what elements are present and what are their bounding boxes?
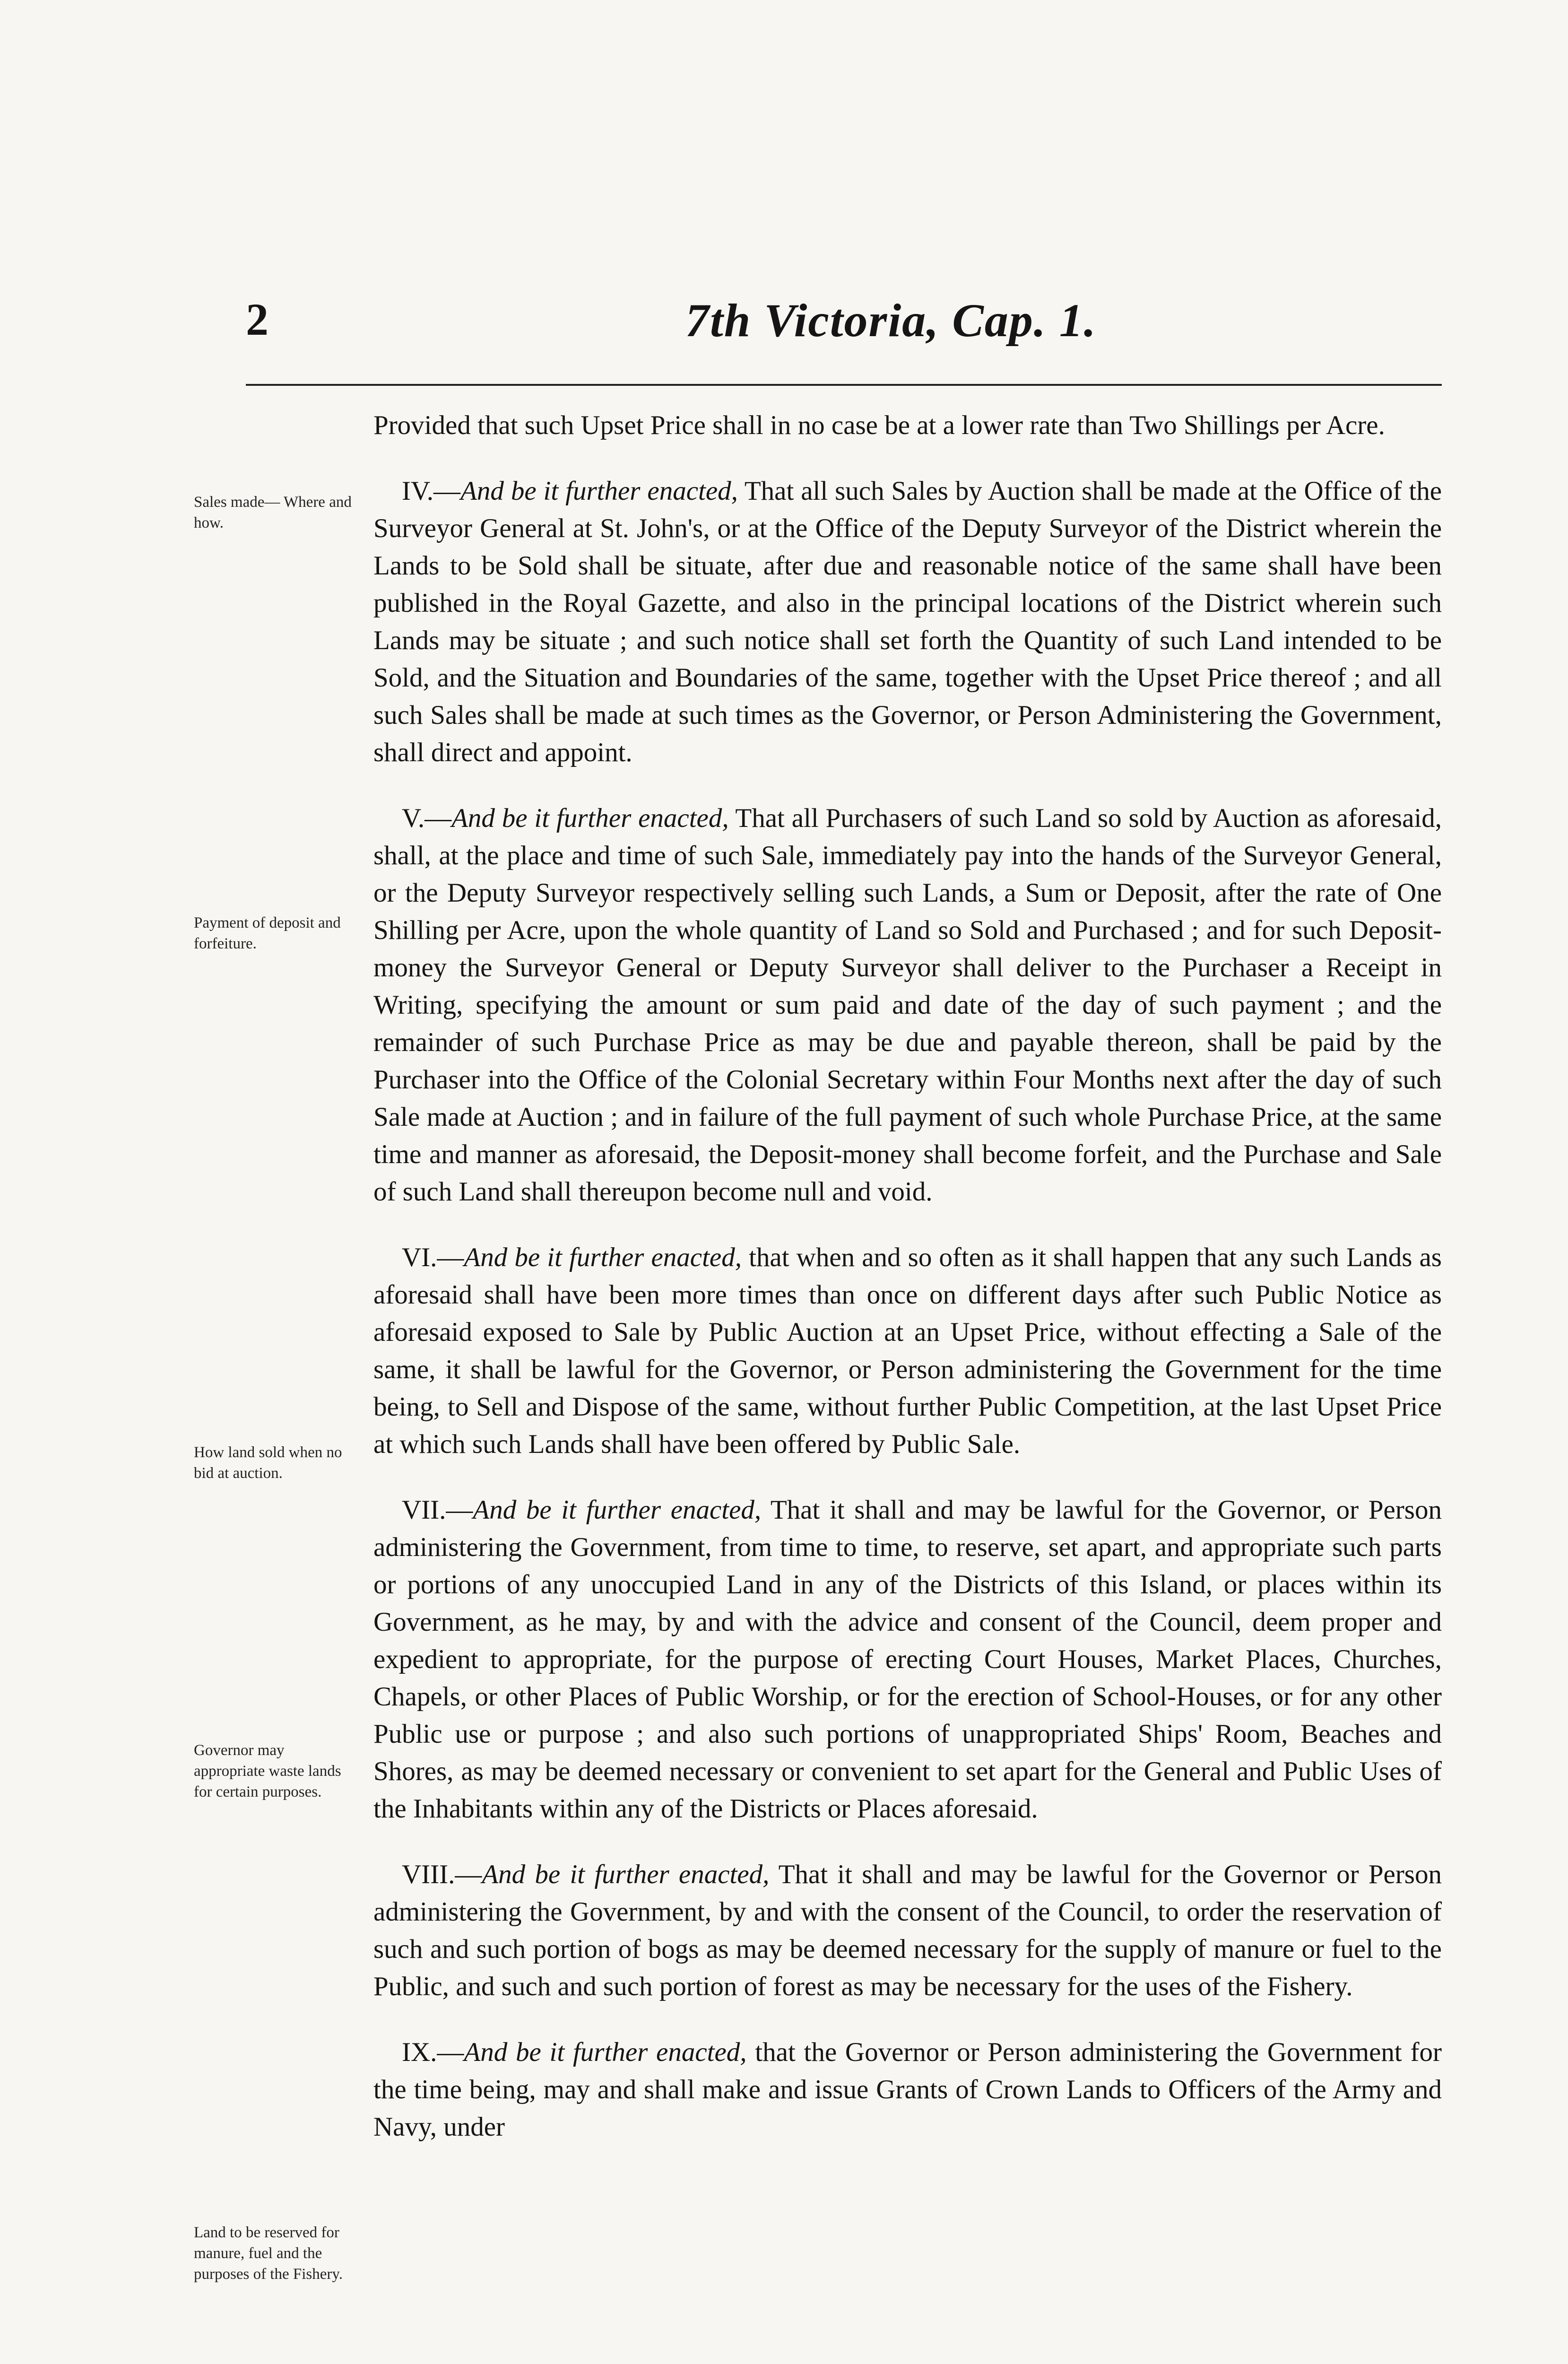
body-text (373, 407, 1442, 2146)
section-text: that the Governor or Person administering the Government for the time being, may and shall make and issue Grants of Crown Lands to Officers of the Army and Navy, under (373, 2037, 1442, 2142)
margin-note-sales: Sales made— Where and how. (194, 494, 352, 531)
enacting-clause: And be it further enacted, (464, 2037, 747, 2067)
enacting-clause: And be it further enacted, (464, 1243, 742, 1272)
section-vi (373, 1239, 1442, 1463)
enacting-clause: And be it further enacted, (473, 1495, 762, 1525)
margin-note-governor: Governor may appropriate waste lands for certain purposes. (194, 1742, 341, 1800)
section-number: IX.— (402, 2037, 464, 2067)
section-vii (373, 1491, 1442, 1827)
enacting-clause: And be it further enacted, (451, 803, 729, 833)
section-v (373, 800, 1442, 1210)
section-number: VIII.— (402, 1860, 482, 1889)
section-iv (373, 472, 1442, 771)
enacting-clause: And be it further enacted, (482, 1860, 770, 1889)
section-text: That it shall and may be lawful for the Governor, or Person administering the Government, from time to time, to reserve, set apart, and appropriate such parts or portions of any unoccupied Land in any of the Districts of this Island, or places within its Government, as he may, by and with the advice and consent of the Council, deem proper and expedient to appropriate, for the purpose of erecting Court Houses, Market Places, Churches, Chapels, or other Places of Public Worship, or for the erection of School-Houses, or for any other Public use or purpose ; and also such portions of unappropriated Ships' Room, Beaches and Shores, as may be deemed necessary or convenient to set apart for the General and Public Uses of the Inhabitants within any of the Districts or Places aforesaid. (373, 1495, 1442, 1824)
enacting-clause: And be it further enacted, (460, 476, 738, 506)
lead-paragraph: Provided that such Upset Price shall in no case be at a lower rate than Two Shillings per Acre. (373, 410, 1385, 440)
margin-note-land-sold: How land sold when no bid at auction. (194, 1444, 342, 1482)
section-text: That it shall and may be lawful for the Governor or Person administering the Government, by and with the consent of the Council, to order the reservation of such and such portion of bogs as may be deemed necessary for the supply of manure or fuel to the Public, and such and such portion of forest as may be necessary for the uses of the Fishery. (373, 1860, 1442, 2001)
section-number: VI.— (402, 1243, 464, 1272)
running-title: 7th Victoria, Cap. 1. (685, 294, 1097, 347)
section-ix (373, 2034, 1442, 2146)
section-text: that when and so often as it shall happen that any such Lands as aforesaid shall have been more times than once on different days after such Public Notice as aforesaid exposed to Sale by Public Auction at an Upset Price, without effecting a Sale of the same, it shall be lawful for the Governor, or Person administering the Government for the time being, to Sell and Dispose of the same, without further Public Competition, at the last Upset Price at which such Lands shall have been offered by Public Sale. (373, 1243, 1442, 1459)
section-number: VII.— (402, 1495, 473, 1525)
section-number: IV.— (402, 476, 461, 506)
margin-note-reservation: Land to be reserved for manure, fuel and the purposes of the Fishery. (194, 2224, 343, 2283)
header-rule (246, 384, 1442, 386)
section-viii (373, 1856, 1442, 2005)
margin-note-payment: Payment of deposit and forfeiture. (194, 914, 341, 952)
section-text: That all such Sales by Auction shall be made at the Office of the Surveyor General at St. John's, or at the Office of the Deputy Surveyor of the District wherein the Lands to be Sold shall be situate, after due and reasonable notice of the same shall have been published in the Royal Gazette, and also in the principal locations of the District wherein such Lands may be situate ; and such notice shall set forth the Quantity of such Land intended to be Sold, and the Situation and Boundaries of the same, together with the Upset Price thereof ; and all such Sales shall be made at such times as the Governor, or Person Administering the Government, shall direct and appoint. (373, 476, 1442, 767)
section-text: That all Purchasers of such Land so sold by Auction as aforesaid, shall, at the place and time of such Sale, immediately pay into the hands of the Surveyor General, or the Deputy Surveyor respectively selling such Lands, a Sum or Deposit, after the rate of One Shilling per Acre, upon the whole quantity of Land so Sold and Purchased ; and for such Deposit-money the Surveyor General or Deputy Surveyor shall deliver to the Purchaser a Receipt in Writing, specifying the amount or sum paid and date of the day of such payment ; and the remainder of such Purchase Price as may be due and payable thereon, shall be paid by the Purchaser into the Office of the Colonial Secretary within Four Months next after the day of such Sale made at Auction ; and in failure of the full payment of such whole Purchase Price, at the same time and manner as aforesaid, the Deposit-money shall become forfeit, and the Purchase and Sale of such Land shall thereupon become null and void. (373, 803, 1442, 1207)
page-number: 2 (246, 294, 269, 345)
section-number: V.— (402, 803, 452, 833)
